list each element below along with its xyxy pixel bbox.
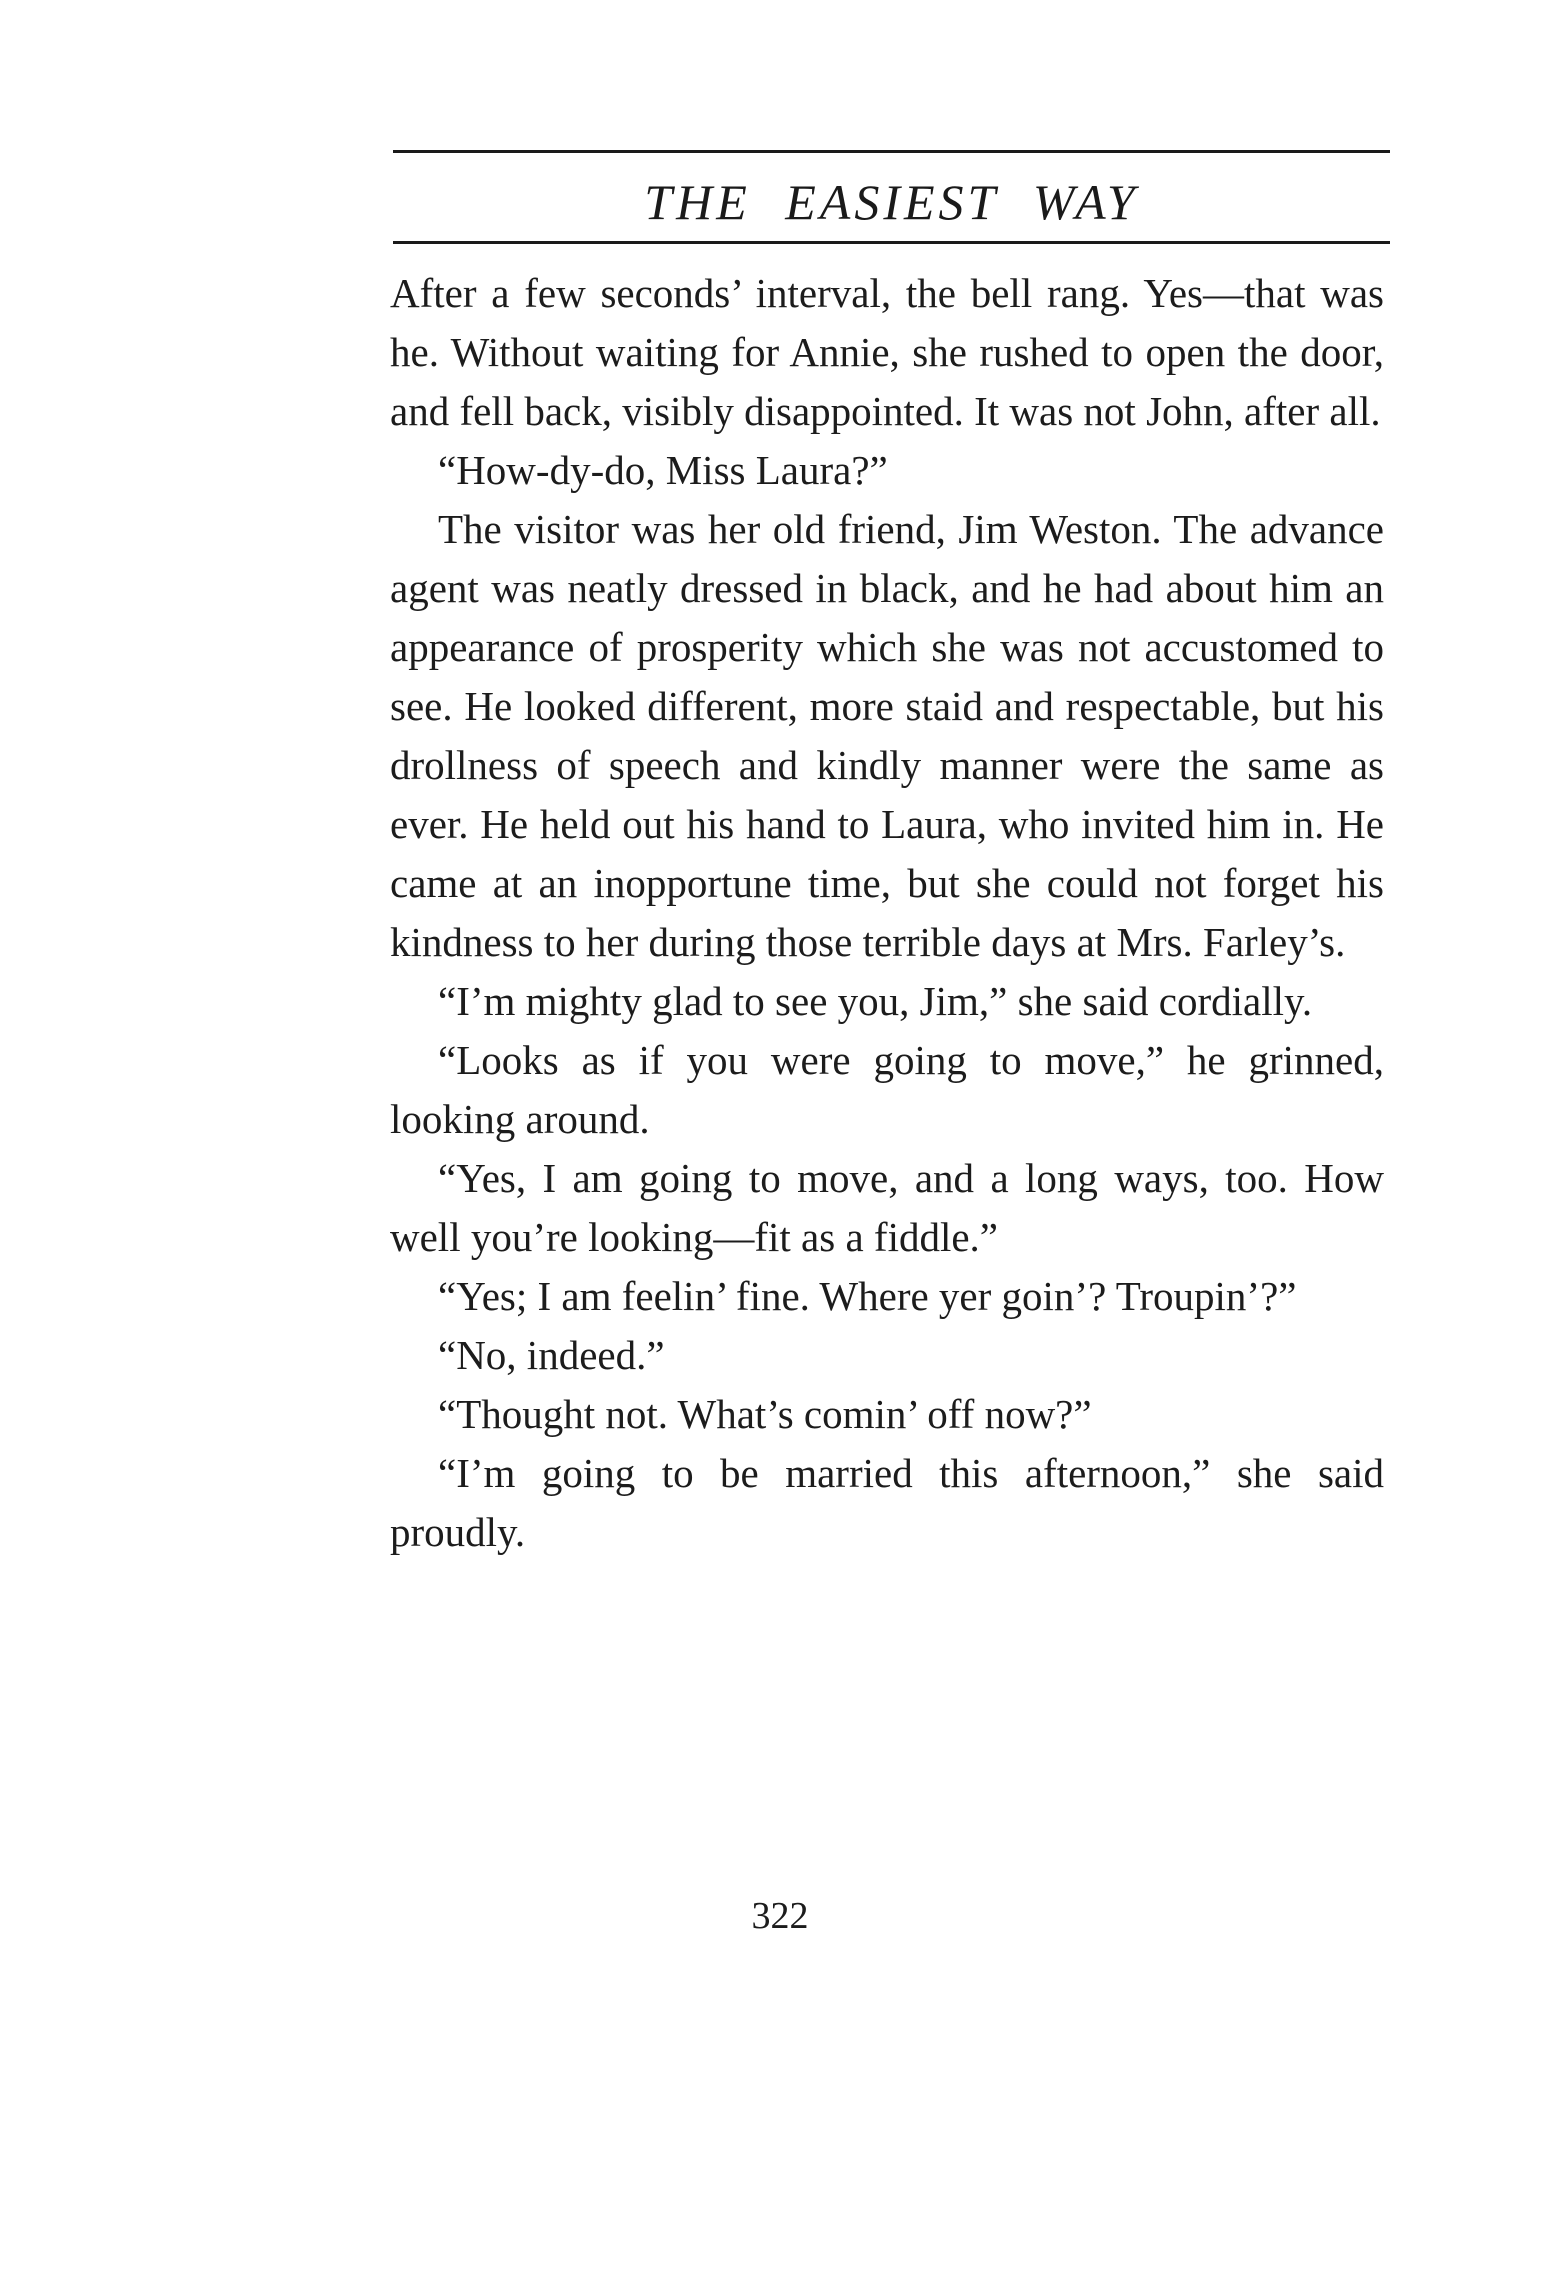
paragraph: “Thought not. What’s comin’ off now?” — [438, 1391, 1092, 1437]
paragraph: “Yes; I am feelin’ fine. Where yer goin’? Troupin’?” — [438, 1273, 1297, 1319]
page-number: 322 — [751, 1895, 809, 1937]
paragraph: After a few seconds’ interval, the bell rang. Yes—that was he. Without waiting for Annie, she rushed to open the door, and fell back, visibly disappointed. It was not John, after all. — [390, 270, 1384, 434]
paragraph: “Looks as if you were going to move,” he grinned, looking around. — [390, 1037, 1384, 1142]
paragraph: “No, indeed.” — [438, 1332, 665, 1378]
paragraph: “How-dy-do, Miss Laura?” — [438, 447, 888, 493]
paragraph: “I’m going to be married this afternoon,” she said proudly. — [390, 1450, 1384, 1555]
paragraph: “Yes, I am going to move, and a long ways, too. How well you’re looking—fit as a fiddle.” — [390, 1155, 1384, 1260]
running-header — [393, 150, 1390, 244]
header-rule-top — [393, 150, 1390, 153]
body-text — [390, 264, 1384, 1562]
header-rule-bottom — [393, 241, 1390, 244]
paragraph: The visitor was her old friend, Jim Weston. The advance agent was neatly dressed in black, and he had about him an appearance of prosperity which she was not accustomed to see. He looked different, more staid and respectable, but his drollness of speech and kindly manner were the same as ever. He held out his hand to Laura, who invited him in. He came at an inopportune time, but she could not forget his kindness to her during those terrible days at Mrs. Farley’s. — [390, 506, 1384, 965]
paragraph: “I’m mighty glad to see you, Jim,” she said cordially. — [438, 978, 1313, 1024]
running-title: THE EASIEST WAY — [644, 174, 1139, 230]
